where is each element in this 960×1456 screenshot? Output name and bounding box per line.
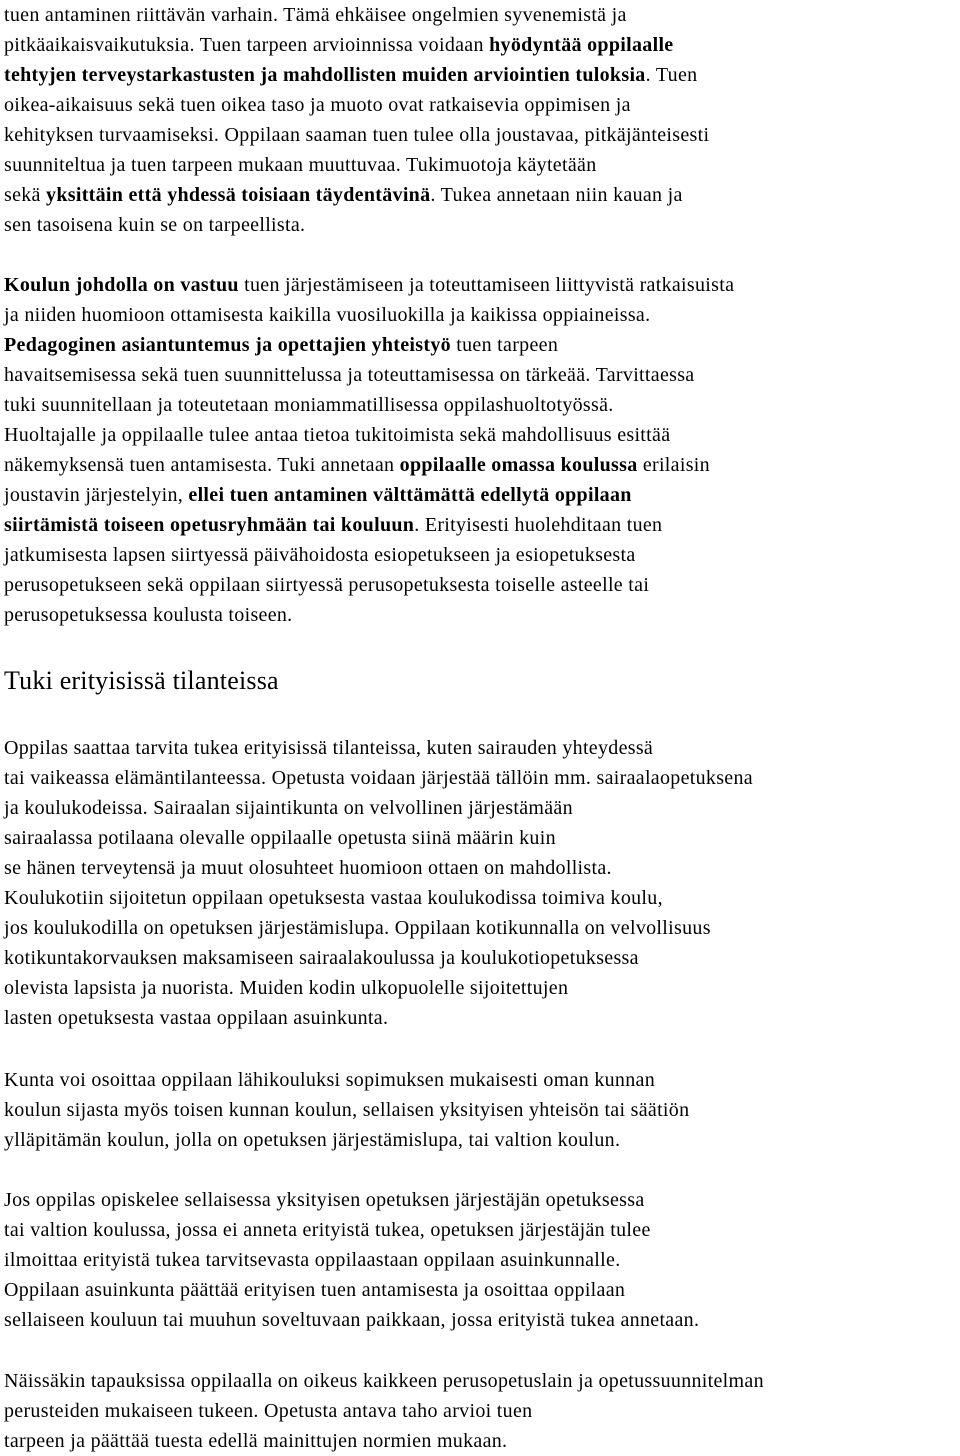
text-line: ilmoittaa erityistä tukea tarvitsevasta oppilaastaan oppilaan asuinkunnalle.	[4, 1249, 621, 1271]
text-line: näkemyksensä tuen antamisesta. Tuki annetaan oppilaalle omassa koulussa erilaisin	[4, 454, 710, 476]
section-heading: Tuki erityisissä tilanteissa	[4, 666, 279, 695]
text-line: lasten opetuksesta vastaa oppilaan asuinkunta.	[4, 1007, 389, 1029]
text-line: Näissäkin tapauksissa oppilaalla on oikeus kaikkeen perusopetuslain ja opetussuunnitelman	[4, 1370, 764, 1392]
text-line: koulun sijasta myös toisen kunnan koulun, sellaisen yksityisen yhteisön tai säätiön	[4, 1099, 690, 1121]
text-line: Oppilaan asuinkunta päättää erityisen tuen antamisesta ja osoittaa oppilaan	[4, 1279, 626, 1301]
text-line: Kunta voi osoittaa oppilaan lähikouluksi sopimuksen mukaisesti oman kunnan	[4, 1069, 656, 1091]
text-line: joustavin järjestelyin, ellei tuen antaminen välttämättä edellytä oppilaan	[4, 484, 632, 506]
text-line: kotikuntakorvauksen maksamiseen sairaalakoulussa ja koulukotiopetuksessa	[4, 947, 639, 969]
text-line: oikea-aikaisuus sekä tuen oikea taso ja muoto ovat ratkaisevia oppimisen ja	[4, 94, 631, 116]
text-line: Koulukotiin sijoitetun oppilaan opetuksesta vastaa koulukodissa toimiva koulu,	[4, 887, 663, 909]
text-line: jatkumisesta lapsen siirtyessä päivähoidosta esiopetukseen ja esiopetuksesta	[4, 544, 636, 566]
text-line: tuen antaminen riittävän varhain. Tämä ehkäisee ongelmien syvenemistä ja	[4, 4, 627, 26]
bold-phrase: Pedagoginen asiantuntemus ja opettajien yhteistyö	[4, 334, 451, 356]
text-line: ja niiden huomioon ottamisesta kaikilla vuosiluokilla ja kaikissa oppiaineissa.	[4, 304, 651, 326]
bold-phrase: oppilaalle omassa koulussa	[399, 454, 638, 476]
text-line: Pedagoginen asiantuntemus ja opettajien yhteistyö tuen tarpeen	[4, 334, 559, 356]
text-line: sekä yksittäin että yhdessä toisiaan täydentävinä. Tukea annetaan niin kauan ja	[4, 184, 683, 206]
text-line: pitkäaikaisvaikutuksia. Tuen tarpeen arvioinnissa voidaan hyödyntää oppilaalle	[4, 34, 674, 56]
text-line: ja koulukodeissa. Sairaalan sijaintikunta on velvollinen järjestämään	[4, 797, 573, 819]
text-line: kehityksen turvaamiseksi. Oppilaan saaman tuen tulee olla joustavaa, pitkäjänteisesti	[4, 124, 710, 146]
text-line: tuki suunnitellaan ja toteutetaan moniammatillisessa oppilashuoltotyössä.	[4, 394, 614, 416]
text-line: Koulun johdolla on vastuu tuen järjestämiseen ja toteuttamiseen liittyvistä ratkaisuista	[4, 274, 735, 296]
text-line: tarpeen ja päättää tuesta edellä mainittujen normien mukaan.	[4, 1430, 508, 1452]
text-line: tai vaikeassa elämäntilanteessa. Opetusta voidaan järjestää tällöin mm. sairaalaopetuksena	[4, 767, 753, 789]
text-line: sellaiseen kouluun tai muuhun soveltuvaan paikkaan, jossa erityistä tukea annetaan.	[4, 1309, 700, 1331]
text-line: Huoltajalle ja oppilaalle tulee antaa tietoa tukitoimista sekä mahdollisuus esittää	[4, 424, 671, 446]
bold-phrase: yksittäin että yhdessä toisiaan täydentävinä	[46, 184, 431, 206]
text-line: sen tasoisena kuin se on tarpeellista.	[4, 214, 306, 236]
text-line: tehtyjen terveystarkastusten ja mahdollisten muiden arviointien tuloksia. Tuen	[4, 64, 698, 86]
bold-phrase: ellei tuen antaminen välttämättä edellytä oppilaan	[188, 484, 632, 506]
text-line: havaitsemisessa sekä tuen suunnittelussa ja toteuttamisessa on tärkeää. Tarvittaessa	[4, 364, 695, 386]
bold-phrase: Koulun johdolla on vastuu	[4, 274, 239, 296]
text-line: perusteiden mukaiseen tukeen. Opetusta antava taho arvioi tuen	[4, 1400, 533, 1422]
bold-phrase: hyödyntää oppilaalle	[489, 34, 674, 56]
text-line: olevista lapsista ja nuorista. Muiden kodin ulkopuolelle sijoitettujen	[4, 977, 569, 999]
text-line: sairaalassa potilaana olevalle oppilaalle opetusta siinä määrin kuin	[4, 827, 556, 849]
text-line: Jos oppilas opiskelee sellaisessa yksityisen opetuksen järjestäjän opetuksessa	[4, 1189, 645, 1211]
text-line: suunniteltua ja tuen tarpeen mukaan muuttuvaa. Tukimuotoja käytetään	[4, 154, 597, 176]
text-line: se hänen terveytensä ja muut olosuhteet huomioon ottaen on mahdollista.	[4, 857, 612, 879]
text-line: Oppilas saattaa tarvita tukea erityisissä tilanteissa, kuten sairauden yhteydessä	[4, 737, 654, 759]
bold-phrase: tehtyjen terveystarkastusten ja mahdollisten muiden arviointien tuloksia	[4, 64, 646, 86]
bold-phrase: siirtämistä toiseen opetusryhmään tai kouluun	[4, 514, 415, 536]
text-line: jos koulukodilla on opetuksen järjestämislupa. Oppilaan kotikunnalla on velvollisuus	[4, 917, 711, 939]
text-line: siirtämistä toiseen opetusryhmään tai kouluun. Erityisesti huolehditaan tuen	[4, 514, 663, 536]
text-line: ylläpitämän koulun, jolla on opetuksen järjestämislupa, tai valtion koulun.	[4, 1129, 621, 1151]
text-line: perusopetuksessa koulusta toiseen.	[4, 604, 293, 626]
text-line: tai valtion koulussa, jossa ei anneta erityistä tukea, opetuksen järjestäjän tulee	[4, 1219, 651, 1241]
text-line: perusopetukseen sekä oppilaan siirtyessä perusopetuksesta toiselle asteelle tai	[4, 574, 650, 596]
